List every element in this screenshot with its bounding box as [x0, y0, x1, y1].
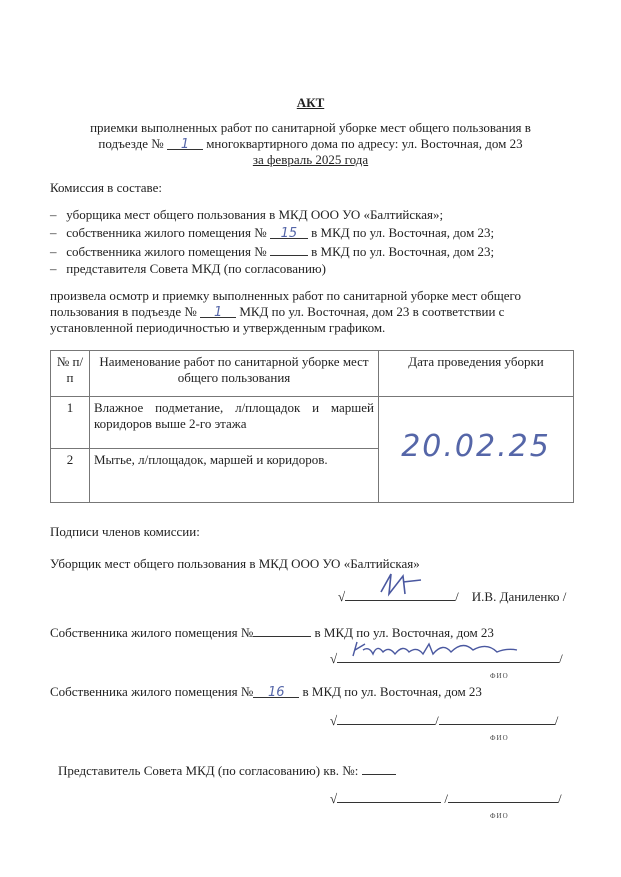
owner1-label: Собственника жилого помещения № в МКД по ул. Восточная, дом 23	[50, 625, 494, 640]
works-table	[50, 350, 574, 503]
inspection-line1: произвела осмотр и приемку выполненных работ по санитарной уборке мест общего	[50, 288, 522, 303]
member-item: – собственника жилого помещения № 15 в МКД по ул. Восточная, дом 23;	[50, 225, 495, 241]
header-num: № п/п	[51, 351, 90, 397]
header-date: Дата проведения уборки	[379, 351, 574, 397]
inspection-line2: пользования в подъезде № 1 МКД по ул. Восточная, дом 23 в соответствии с	[50, 304, 505, 320]
owner1-signature	[347, 638, 547, 662]
cleaning-date: 20.02.25	[401, 429, 551, 464]
representative-signature-line: √ / / ФИО	[330, 791, 562, 820]
owner2-label: Собственника жилого помещения № 16 в МКД по ул. Восточная, дом 23	[50, 684, 482, 700]
member-item: – уборщика мест общего пользования в МКД ООО УО «Балтийская»;	[50, 207, 444, 222]
entrance-number: 1	[167, 137, 203, 150]
owner1-signature-line: √ / ФИО	[330, 650, 563, 667]
subtitle-line2: подъезде № 1 многоквартирного дома по адресу: ул. Восточная, дом 23	[98, 136, 523, 152]
table-row: 1 Влажное подметание, л/площадок и маршей коридоров выше 2-го этажа 20.02.25	[51, 397, 574, 449]
act-title: АКТ	[296, 95, 325, 110]
table-row: 2 Мытье, л/площадок, маршей и коридоров.	[51, 449, 574, 503]
cleaner-signature	[377, 570, 437, 598]
representative-label: Представитель Совета МКД (по согласованию) кв. №:	[58, 762, 396, 779]
cleaner-signature-line: √ / И.В. Даниленко /	[338, 588, 566, 605]
header-name: Наименование работ по санитарной уборке мест общего пользования	[90, 351, 379, 397]
inspection-line3: установленной периодичностью и утвержденным графиком.	[50, 320, 386, 335]
member-item: – представителя Совета МКД (по согласованию)	[50, 261, 326, 276]
subtitle-line1: приемки выполненных работ по санитарной уборке мест общего пользования в	[90, 120, 531, 135]
subtitle-line3: за февраль 2025 года	[252, 152, 369, 167]
signatures-label: Подписи членов комиссии:	[50, 524, 200, 539]
member-item: – собственника жилого помещения № в МКД по ул. Восточная, дом 23;	[50, 244, 495, 259]
owner2-signature-line: √ / / ФИО	[330, 713, 559, 742]
cleaner-label: Уборщик мест общего пользования в МКД ООО УО «Балтийская»	[50, 556, 420, 571]
commission-label: Комиссия в составе:	[50, 180, 162, 195]
